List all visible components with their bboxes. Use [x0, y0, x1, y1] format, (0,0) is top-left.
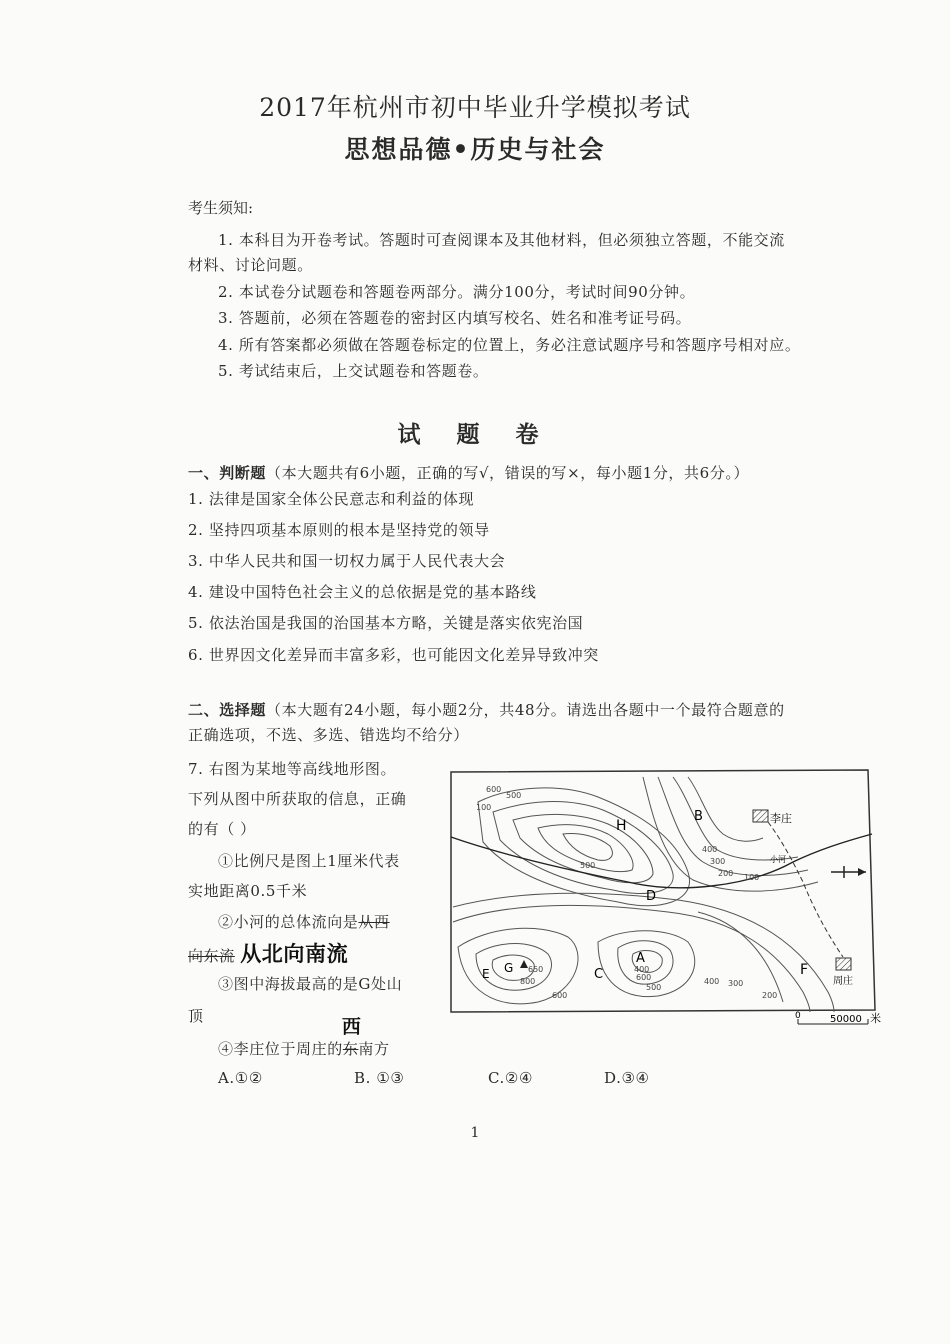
map-label-e: E	[482, 967, 490, 981]
contour-label: 500	[506, 791, 522, 800]
part2-heading	[188, 699, 785, 720]
struck-text: 从西	[358, 913, 390, 931]
judge-question: 2. 坚持四项基本原则的根本是坚持党的领导	[188, 521, 490, 539]
judge-question: 6. 世界因文化差异而丰富多彩，也可能因文化差异导致冲突	[188, 646, 599, 664]
notice-item: 5. 考试结束后，上交试题卷和答题卷。	[218, 362, 489, 380]
contour-label: 400	[634, 965, 650, 974]
contour-label: 500	[646, 983, 662, 992]
corrected-word	[341, 1016, 362, 1059]
contour-label: 100	[744, 873, 760, 882]
q7-option-2	[218, 911, 390, 932]
q7-option-1: ①比例尺是图上1厘米代表	[218, 852, 400, 870]
q7-stem: 7. 右图为某地等高线地形图。	[188, 760, 397, 778]
contour-label: 600	[552, 991, 568, 1000]
map-label-h: H	[616, 818, 627, 834]
map-label-g: G	[504, 961, 514, 975]
peak-marker	[520, 960, 528, 968]
map-label-lizhuang: 李庄	[770, 812, 792, 825]
contour-line	[453, 905, 810, 1012]
section-title: 试 题 卷	[397, 421, 553, 448]
choice-d: D.③④	[604, 1069, 650, 1087]
choice-c: C.②④	[488, 1069, 534, 1087]
notice-item: 2. 本试卷分试题卷和答题卷两部分。满分100分，考试时间90分钟。	[218, 283, 696, 301]
part1-label: 一、判断题	[188, 464, 267, 482]
contour-label: 100	[476, 803, 492, 812]
notice-heading: 考生须知:	[188, 199, 254, 217]
contour-label: 800	[520, 977, 536, 986]
notice-item: 1. 本科目为开卷考试。答题时可查阅课本及其他材料，但必须独立答题，不能交流	[218, 231, 785, 249]
part2-desc: （本大题有24小题，每小题2分，共48分。请选出各题中一个最符合题意的	[266, 701, 785, 719]
contour-line	[563, 834, 612, 861]
handwritten-correction: 西	[341, 1016, 362, 1038]
contour-label: 200	[762, 991, 778, 1000]
map-label-b: B	[694, 809, 703, 824]
contour-label: 600	[486, 785, 502, 794]
judge-question: 5. 依法治国是我国的治国基本方略，关键是落实依宪治国	[188, 614, 584, 632]
map-label-f: F	[800, 962, 809, 978]
q7-option-3: ③图中海拔最高的是G处山	[218, 975, 403, 993]
contour-label: 300	[728, 979, 744, 988]
q7-option-2-cont	[188, 938, 348, 968]
contour-map-svg	[448, 762, 893, 1032]
exam-title: 2017年杭州市初中毕业升学模拟考试	[259, 93, 691, 122]
map-label-c: C	[594, 967, 604, 982]
scale-zero: 0	[795, 1011, 801, 1021]
map-label-d: D	[646, 889, 657, 904]
choice-a: A.①②	[218, 1069, 263, 1087]
contour-label: 400	[704, 977, 720, 986]
part1-heading	[188, 462, 749, 483]
notice-item: 材料、讨论问题。	[188, 256, 313, 274]
scale-unit: 米	[870, 1012, 881, 1025]
choice-b: B. ①③	[354, 1069, 405, 1087]
q7-stem: 的有（ ）	[188, 820, 256, 838]
map-label-a: A	[636, 951, 645, 966]
river-line	[451, 834, 872, 888]
part2-desc-cont: 正确选项，不选、多选、错选均不给分）	[188, 726, 469, 744]
part1-desc: （本大题共有6小题，正确的写√，错误的写×，每小题1分，共6分。）	[266, 464, 750, 482]
q7-option-1-cont: 实地距离0.5千米	[188, 882, 308, 900]
struck-text: 向东流	[188, 947, 235, 965]
q7-option-2-text: ②小河的总体流向是	[218, 913, 359, 931]
map-label-zhouzhuang: 周庄	[833, 976, 853, 987]
contour-map	[448, 762, 893, 1032]
contour-line	[698, 912, 783, 1002]
exam-subtitle: 思想品德•历史与社会	[344, 135, 606, 164]
q7-stem: 下列从图中所获取的信息，正确	[188, 790, 407, 808]
map-label-river: 小河	[770, 855, 786, 864]
direction-arrow-head	[858, 868, 866, 876]
contour-label: 400	[702, 845, 718, 854]
judge-question: 1. 法律是国家全体公民意志和利益的体现	[188, 490, 475, 508]
contour-label: 200	[718, 869, 734, 878]
village-marker-zhouzhuang	[836, 958, 851, 970]
q7-option-3-cont: 顶	[188, 1007, 204, 1025]
contour-label: 600	[636, 973, 652, 982]
village-marker-lizhuang	[753, 810, 768, 822]
q7-option-4-text-end: 南方	[358, 1040, 390, 1058]
scale-value: 50000	[830, 1014, 862, 1025]
judge-question: 3. 中华人民共和国一切权力属于人民代表大会	[188, 552, 506, 570]
judge-question: 4. 建设中国特色社会主义的总依据是党的基本路线	[188, 583, 537, 601]
part2-label: 二、选择题	[188, 701, 267, 719]
crossed-word: 东	[342, 1040, 359, 1058]
q7-option-4	[218, 1016, 390, 1059]
notice-item: 4. 所有答案都必须做在答题卷标定的位置上，务必注意试题序号和答题序号相对应。	[218, 336, 801, 354]
handwritten-correction: 从北向南流	[240, 942, 349, 966]
contour-label: 500	[580, 861, 596, 870]
page-number: 1	[470, 1125, 480, 1141]
contour-label: 300	[710, 857, 726, 866]
q7-option-4-text: ④李庄位于周庄的	[218, 1040, 343, 1058]
notice-item: 3. 答题前，必须在答题卷的密封区内填写校名、姓名和准考证号码。	[218, 309, 692, 327]
contour-line	[493, 802, 673, 894]
contour-label: 650	[528, 965, 544, 974]
